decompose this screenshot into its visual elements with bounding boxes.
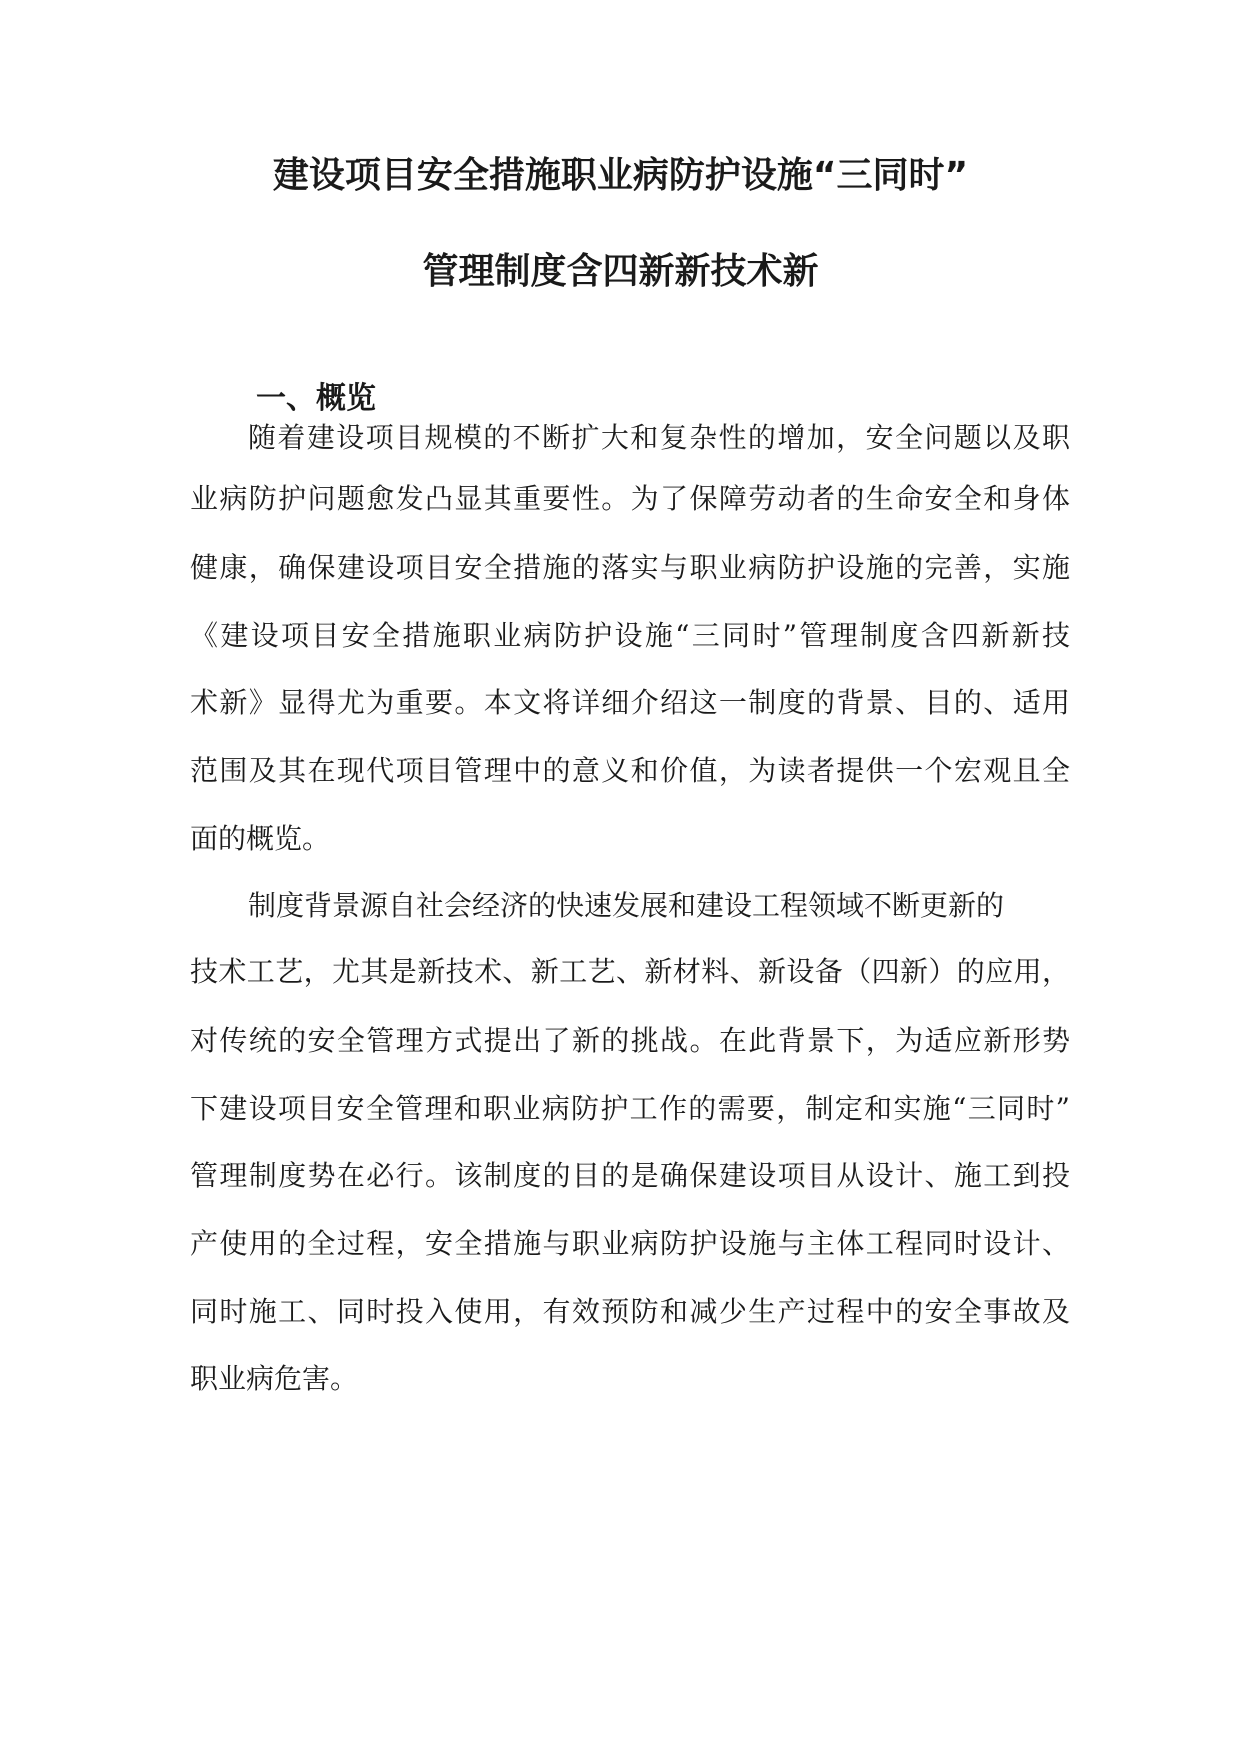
paragraph-line: 范围及其在现代项目管理中的意义和价值，为读者提供一个宏观且全 <box>190 754 1070 787</box>
paragraph-line: 产使用的全过程，安全措施与职业病防护设施与主体工程同时设计、 <box>190 1227 1070 1260</box>
paragraph-line: 制度背景源自社会经济的快速发展和建设工程领域不断更新的 <box>248 889 1005 922</box>
paragraph-line: 职业病危害。 <box>190 1362 359 1395</box>
paragraph-line: 下建设项目安全管理和职业病防护工作的需要，制定和实施“三同时” <box>190 1092 1070 1125</box>
paragraph-line: 管理制度势在必行。该制度的目的是确保建设项目从设计、施工到投 <box>190 1159 1070 1192</box>
paragraph-line: 技术工艺，尤其是新技术、新工艺、新材料、新设备（四新）的应用， <box>190 955 1070 988</box>
paragraph-line: 同时施工、同时投入使用，有效预防和减少生产过程中的安全事故及 <box>190 1295 1070 1328</box>
paragraph-line: 业病防护问题愈发凸显其重要性。为了保障劳动者的生命安全和身体 <box>190 482 1070 515</box>
paragraph-line: 随着建设项目规模的不断扩大和复杂性的增加，安全问题以及职 <box>248 421 1070 454</box>
document-title-line-1: 建设项目安全措施职业病防护设施“三同时” <box>272 155 969 196</box>
paragraph-line: 术新》显得尤为重要。本文将详细介绍这一制度的背景、目的、适用 <box>190 686 1070 719</box>
paragraph-line: 《建设项目安全措施职业病防护设施“三同时”管理制度含四新新技 <box>190 619 1070 652</box>
paragraph-line: 对传统的安全管理方式提出了新的挑战。在此背景下，为适应新形势 <box>190 1024 1070 1057</box>
document-title-line-2: 管理制度含四新新技术新 <box>422 251 819 292</box>
paragraph-line: 健康，确保建设项目安全措施的落实与职业病防护设施的完善，实施 <box>190 551 1070 584</box>
section-heading-overview: 一、概览 <box>256 381 376 416</box>
paragraph-line: 面的概览。 <box>190 822 331 855</box>
